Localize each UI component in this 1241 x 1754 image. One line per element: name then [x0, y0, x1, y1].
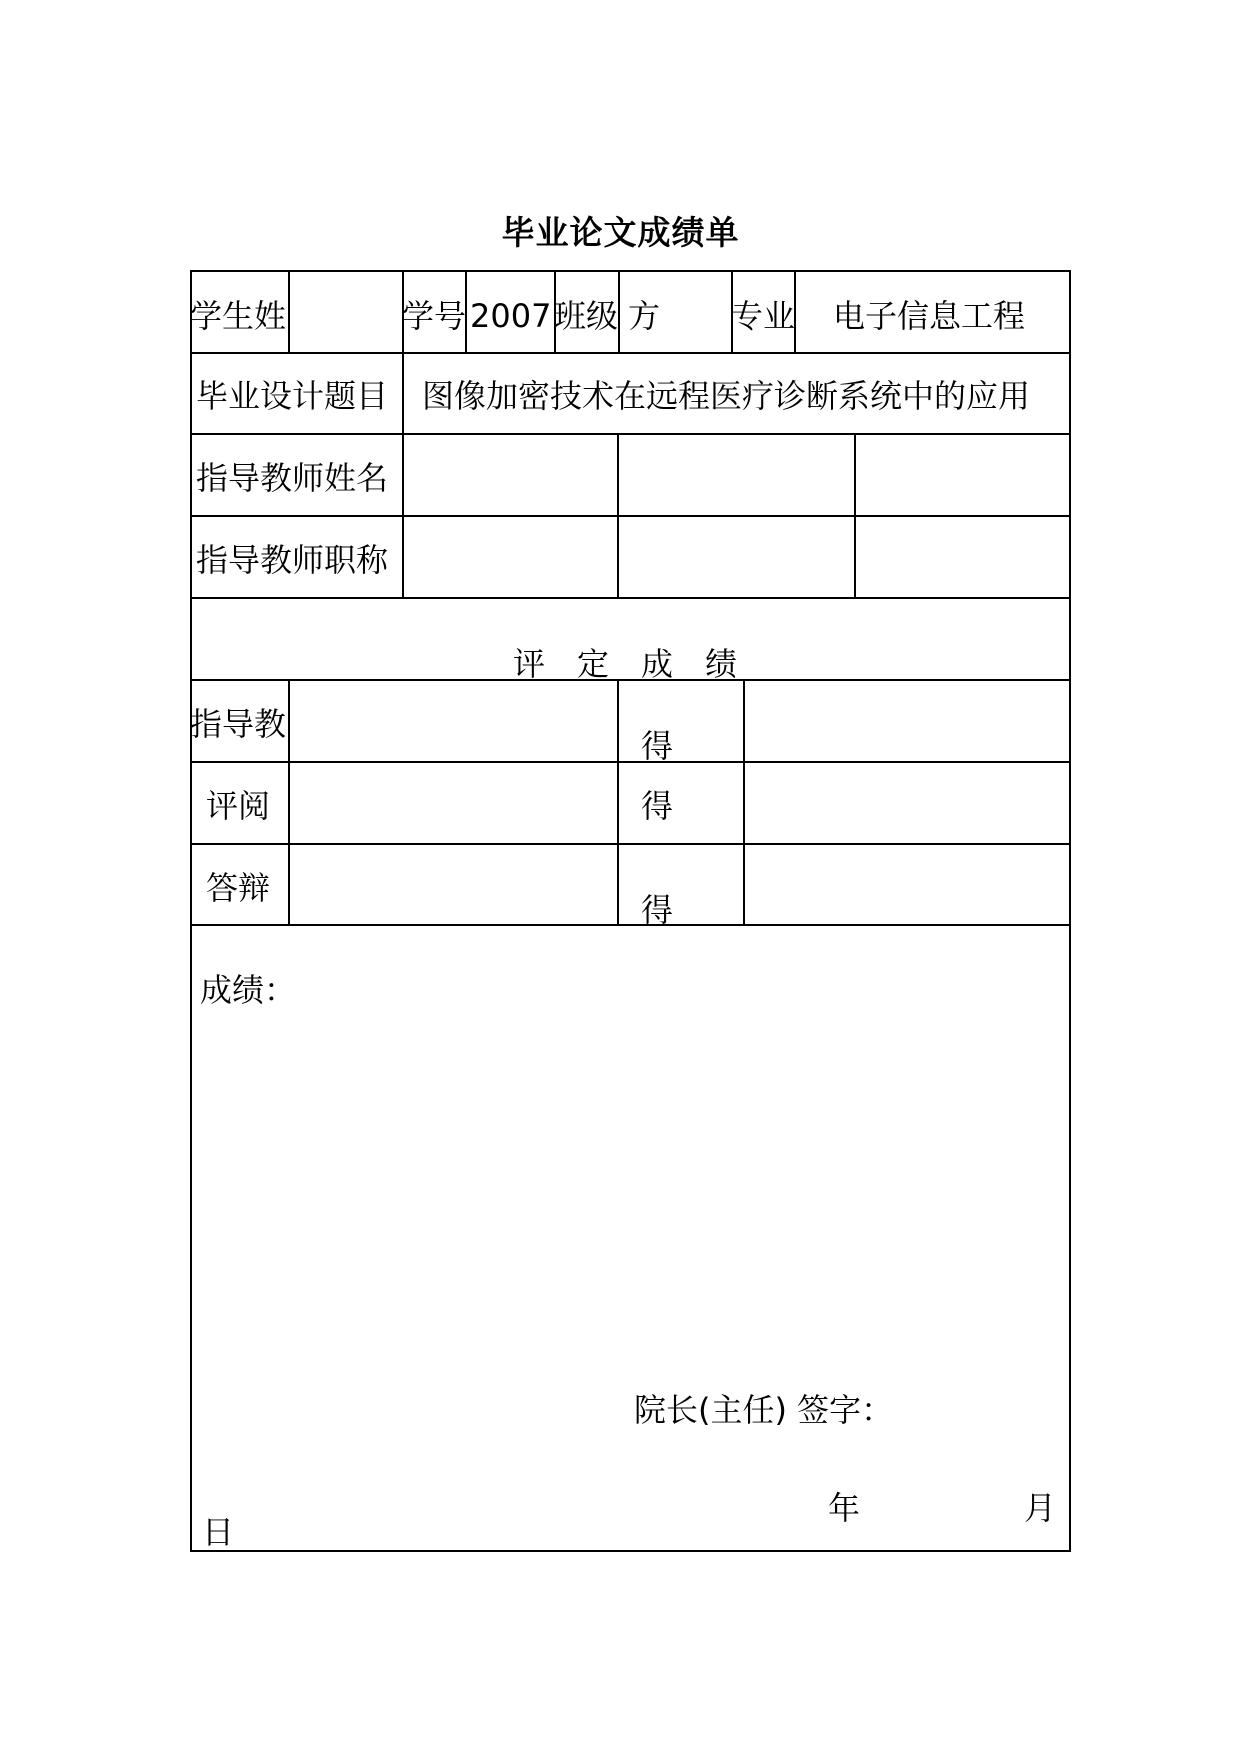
row-divider	[191, 843, 1070, 845]
dean-signature-label: 院长(主任) 签字：	[634, 1391, 894, 1429]
class-value: 方	[628, 297, 661, 335]
col-divider	[288, 679, 290, 924]
advisor-grade-label: 指导教	[190, 705, 287, 743]
evaluation-header: 评 定 成 绩	[513, 645, 738, 683]
col-divider	[617, 679, 619, 924]
table-border-right	[1069, 270, 1071, 1552]
row-divider	[191, 352, 1070, 354]
class-label: 班级	[554, 297, 619, 335]
advisor-title-label: 指导教师职称	[196, 541, 389, 579]
row-divider	[191, 597, 1070, 599]
year-label: 年	[828, 1489, 861, 1527]
table-border-bottom	[191, 1550, 1070, 1552]
col-divider	[288, 270, 290, 352]
row-divider	[191, 515, 1070, 517]
topic-value: 图像加密技术在远程医疗诊断系统中的应用	[422, 377, 1031, 415]
day-label: 日	[202, 1513, 235, 1551]
defense-score-label: 得	[641, 891, 674, 929]
defense-grade-label: 答辩	[206, 869, 271, 907]
row-divider	[191, 924, 1070, 926]
advisor-name-label: 指导教师姓名	[196, 459, 389, 497]
student-id-value: 2007	[470, 297, 552, 335]
student-id-label: 学号	[402, 297, 467, 335]
student-name-label: 学生姓	[190, 297, 287, 335]
table-border-left	[190, 270, 192, 1552]
review-score-label: 得	[641, 787, 674, 825]
advisor-score-label: 得	[641, 727, 674, 765]
col-divider	[618, 270, 620, 352]
row-divider	[191, 761, 1070, 763]
table-border-top	[191, 270, 1070, 272]
col-divider	[854, 433, 856, 597]
month-label: 月	[1024, 1489, 1057, 1527]
major-label: 专业	[731, 297, 796, 335]
topic-label: 毕业设计题目	[196, 377, 389, 415]
review-grade-label: 评阅	[206, 787, 271, 825]
col-divider	[402, 352, 404, 597]
document-title: 毕业论文成绩单	[501, 213, 740, 252]
row-divider	[191, 433, 1070, 435]
final-grade-label: 成绩：	[200, 971, 297, 1009]
major-value: 电子信息工程	[833, 297, 1026, 335]
col-divider	[743, 679, 745, 924]
col-divider	[617, 433, 619, 597]
